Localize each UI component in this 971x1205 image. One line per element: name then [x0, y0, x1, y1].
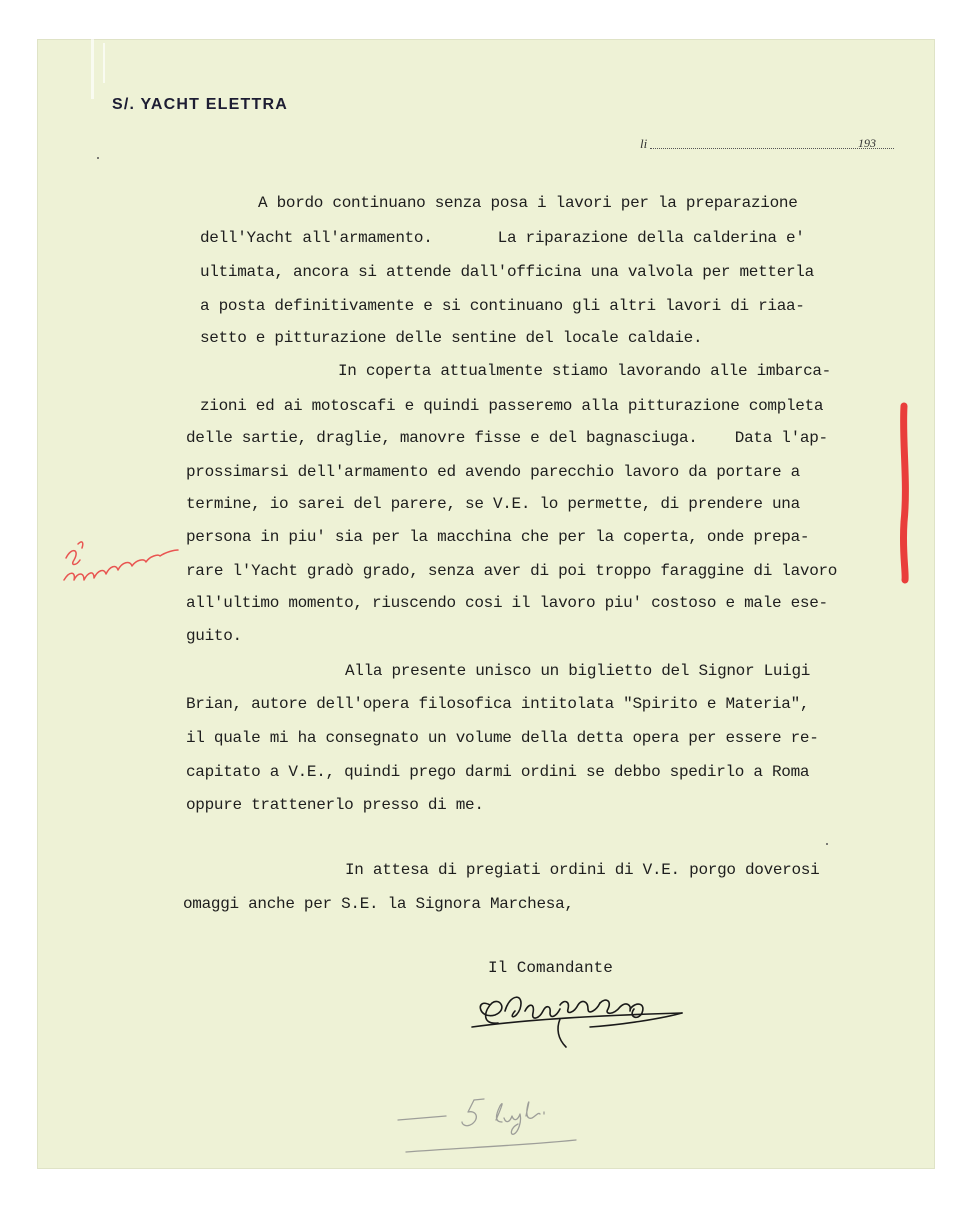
body-line: Brian, autore dell'opera filosofica intitolata "Spirito e Materia",	[186, 695, 810, 713]
red-margin-note	[58, 530, 208, 600]
red-margin-bar	[896, 402, 916, 584]
body-line: A bordo continuano senza posa i lavori per la preparazione	[258, 194, 798, 212]
body-line: oppure trattenerlo presso di me.	[186, 796, 484, 814]
date-year: 193	[858, 136, 876, 150]
body-line: delle sartie, draglie, manovre fisse e del bagnasciuga. Data l'ap-	[186, 429, 828, 447]
body-line: a posta definitivamente e si continuano gli altri lavori di riaa-	[200, 297, 805, 315]
date-line	[640, 134, 896, 154]
body-line: In coperta attualmente stiamo lavorando alle imbarca-	[338, 362, 831, 380]
body-line: persona in piu' sia per la macchina che per la coperta, onde prepa-	[186, 528, 810, 546]
fold-crease	[103, 43, 105, 83]
closing-title: Il Comandante	[488, 959, 613, 977]
pencil-note	[396, 1090, 596, 1160]
body-line: omaggi anche per S.E. la Signora Marchesa,	[183, 895, 574, 913]
body-line: capitato a V.E., quindi prego darmi ordini se debbo spedirlo a Roma	[186, 763, 810, 781]
body-line: In attesa di pregiati ordini di V.E. porgo doverosi	[345, 861, 820, 879]
fold-crease	[91, 39, 94, 99]
body-line: all'ultimo momento, riuscendo cosi il lavoro piu' costoso e male ese-	[186, 594, 828, 612]
paper-mark	[826, 843, 828, 845]
signature	[470, 975, 690, 1055]
body-line: prossimarsi dell'armamento ed avendo parecchio lavoro da portare a	[186, 463, 800, 481]
body-line: termine, io sarei del parere, se V.E. lo permette, di prendere una	[186, 495, 800, 513]
paper-mark	[97, 157, 99, 159]
body-line: setto e pitturazione delle sentine del locale caldaie.	[200, 329, 703, 347]
body-line: dell'Yacht all'armamento. La riparazione della calderina e'	[200, 229, 805, 247]
body-line: il quale mi ha consegnato un volume della detta opera per essere re-	[186, 729, 819, 747]
body-line: Alla presente unisco un biglietto del Signor Luigi	[345, 662, 811, 680]
date-prefix: li	[640, 136, 648, 151]
body-line: ultimata, ancora si attende dall'officina una valvola per metterla	[200, 263, 814, 281]
letterhead: S/. YACHT ELETTRA	[112, 96, 288, 113]
body-line: guito.	[186, 627, 242, 645]
body-line: rare l'Yacht gradò grado, senza aver di poi troppo faraggine di lavoro	[186, 562, 838, 580]
body-line: zioni ed ai motoscafi e quindi passeremo alla pitturazione completa	[200, 397, 824, 415]
